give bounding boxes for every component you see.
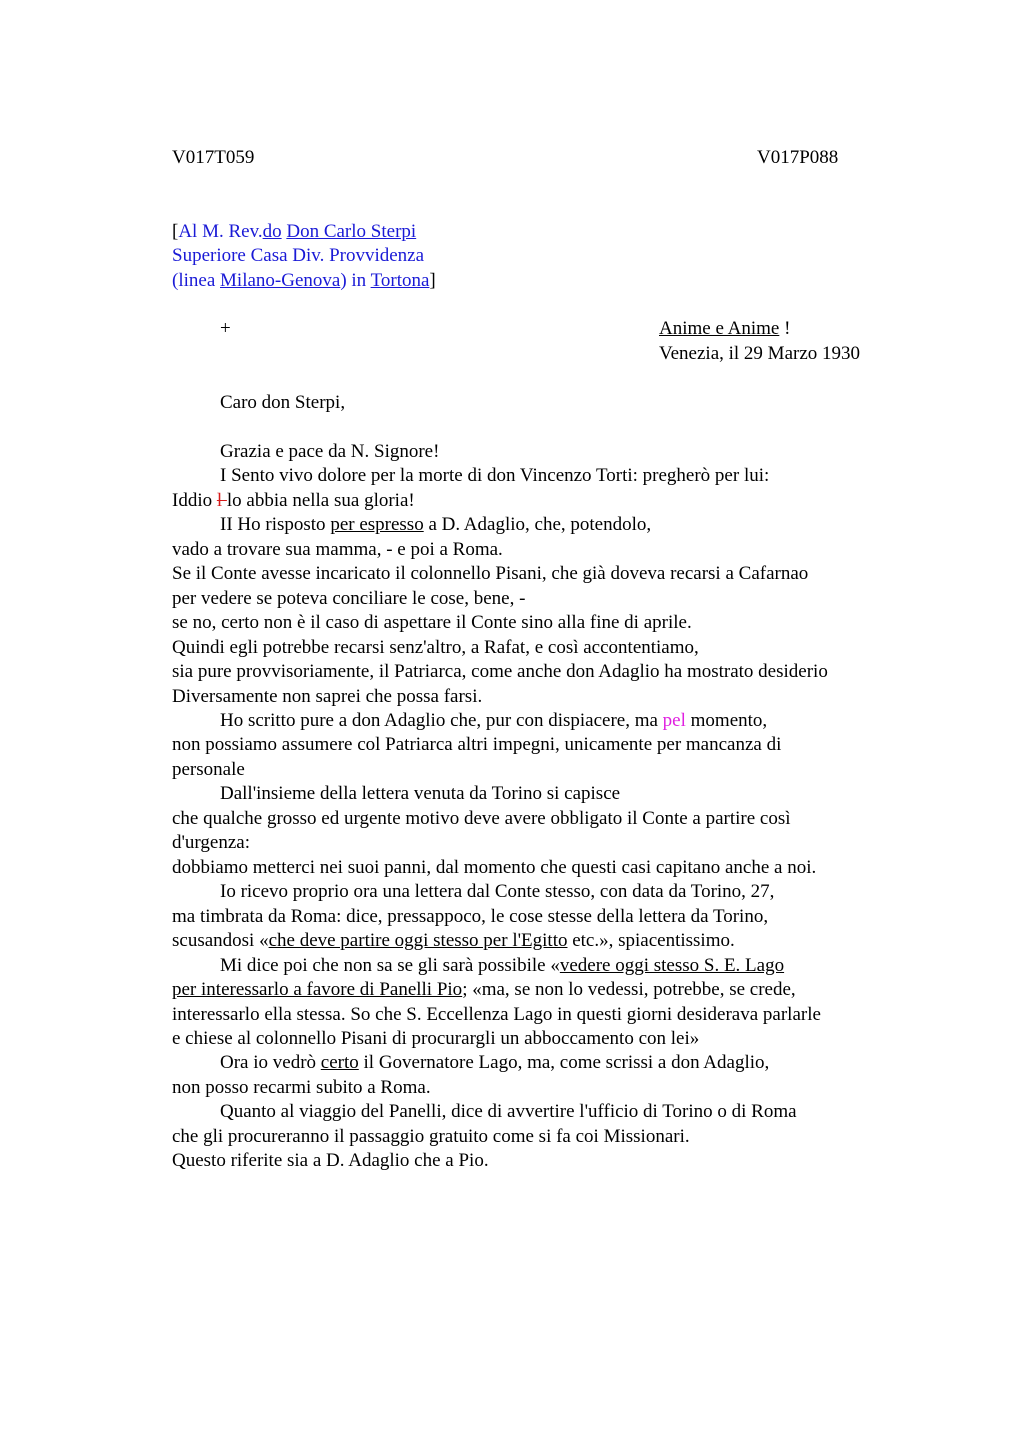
body-line: sia pure provvisoriamente, il Patriarca, come anche don Adaglio ha mostrato desiderio bbox=[172, 661, 828, 682]
body-line: scusandosi «che deve partire oggi stesso per l'Egitto etc.», spiacentissimo. bbox=[172, 930, 735, 951]
body-line: Ora io vedrò certo il Governatore Lago, ma, come scrissi a don Adaglio, bbox=[220, 1052, 770, 1073]
body-line: per interessarlo a favore di Panelli Pio; «ma, se non lo vedessi, potrebbe, se crede, bbox=[172, 979, 796, 1000]
address-route: Milano-Genova bbox=[220, 270, 341, 291]
body-line: Iddio l lo abbia nella sua gloria! bbox=[172, 490, 415, 511]
document-code-left: V017T059 bbox=[172, 147, 255, 168]
body-line: Io ricevo proprio ora una lettera dal Conte stesso, con data da Torino, 27, bbox=[220, 881, 775, 902]
body-line: Ho scritto pure a don Adaglio che, pur con dispiacere, ma pel momento, bbox=[220, 710, 768, 731]
struck-text: l bbox=[216, 490, 227, 511]
body-line: interessarlo ella stessa. So che S. Eccellenza Lago in questi giorni desiderava parlarle bbox=[172, 1004, 821, 1025]
address-title: Al M. Rev. bbox=[178, 221, 263, 242]
address-line-1 bbox=[172, 220, 416, 245]
body-line: se no, certo non è il caso di aspettare il Conte sino alla fine di aprile. bbox=[172, 612, 692, 633]
body-line: che qualche grosso ed urgente motivo deve avere obbligato il Conte a partire così bbox=[172, 808, 791, 829]
addressee-name: Don Carlo Sterpi bbox=[286, 221, 417, 242]
body-line: e chiese al colonnello Pisani di procurargli un abboccamento con lei» bbox=[172, 1028, 700, 1049]
body-line: Dall'insieme della lettera venuta da Torino si capisce bbox=[220, 783, 621, 804]
body-line: II Ho risposto per espresso a D. Adaglio, che, potendolo, bbox=[220, 514, 652, 535]
body-line: I Sento vivo dolore per la morte di don Vincenzo Torti: pregherò per lui: bbox=[220, 465, 770, 486]
body-line: dobbiamo metterci nei suoi panni, dal momento che questi casi capitano anche a noi. bbox=[172, 857, 817, 878]
place-date: Venezia, il 29 Marzo 1930 bbox=[659, 343, 861, 364]
document-code-right: V017P088 bbox=[757, 147, 839, 168]
cross-symbol: + bbox=[220, 318, 231, 339]
close-bracket: ] bbox=[429, 270, 436, 291]
body-line: Mi dice poi che non sa se gli sarà possibile «vedere oggi stesso S. E. Lago bbox=[220, 955, 785, 976]
body-line: non possiamo assumere col Patriarca altri impegni, unicamente per mancanza di bbox=[172, 734, 782, 755]
body-line: Diversamente non saprei che possa farsi. bbox=[172, 686, 483, 707]
address-line-2: Superiore Casa Div. Provvidenza bbox=[172, 245, 425, 266]
open-bracket: [ bbox=[172, 221, 179, 242]
body-line: ma timbrata da Roma: dice, pressappoco, le cose stesse della lettera da Torino, bbox=[172, 906, 769, 927]
body-line: Quanto al viaggio del Panelli, dice di avvertire l'ufficio di Torino o di Roma bbox=[220, 1101, 797, 1122]
body-line: personale bbox=[172, 759, 245, 780]
address-city: Tortona bbox=[370, 270, 430, 291]
body-line: Se il Conte avesse incaricato il colonnello Pisani, che già doveva recarsi a Cafarnao bbox=[172, 563, 809, 584]
address-title-suffix: do bbox=[262, 221, 282, 242]
body-line: che gli procureranno il passaggio gratuito come si fa coi Missionari. bbox=[172, 1126, 690, 1147]
body-line: vado a trovare sua mamma, - e poi a Roma. bbox=[172, 539, 503, 560]
body-line: Grazia e pace da N. Signore! bbox=[220, 441, 440, 462]
body-line: non posso recarmi subito a Roma. bbox=[172, 1077, 431, 1098]
body-line: Quindi egli potrebbe recarsi senz'altro, a Rafat, e così accontentiamo, bbox=[172, 637, 699, 658]
salutation: Caro don Sterpi, bbox=[220, 392, 346, 413]
highlighted-word: pel bbox=[662, 710, 686, 731]
body-line: Questo riferite sia a D. Adaglio che a Pio. bbox=[172, 1150, 489, 1171]
address-line-3: (linea Milano-Genova) in Tortona] bbox=[172, 270, 436, 291]
motto: Anime e Anime ! bbox=[659, 318, 791, 339]
body-line: per vedere se poteva conciliare le cose, bene, - bbox=[172, 588, 526, 609]
body-line: d'urgenza: bbox=[172, 832, 250, 853]
